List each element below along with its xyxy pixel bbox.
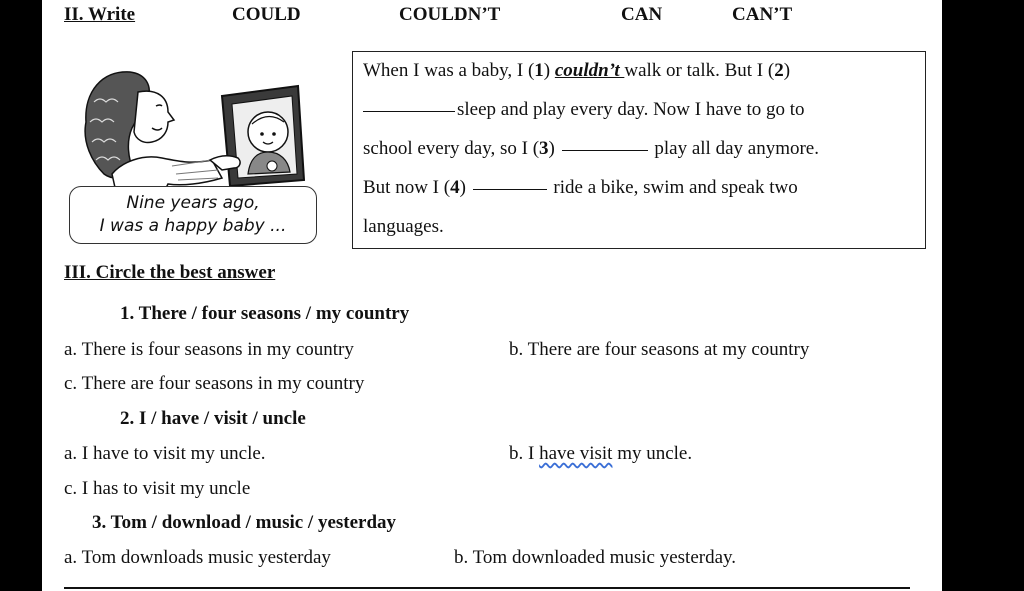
answer-blank-4[interactable]	[473, 188, 547, 190]
section-3-title: III. Circle the best answer	[64, 262, 276, 283]
question-3: 3. Tom / download / music / yesterday	[92, 512, 397, 533]
passage-text: school every day, so I (	[363, 138, 540, 159]
option-1a[interactable]: a. There is four seasons in my country	[64, 339, 354, 360]
passage-line-3	[363, 138, 819, 160]
option-1b[interactable]: b. There are four seasons at my country	[509, 339, 810, 360]
caption-line-2: I was a happy baby ...	[99, 216, 287, 236]
illustration-caption	[69, 186, 317, 244]
answer-blank-3[interactable]	[562, 149, 648, 151]
passage-text: But now I (	[363, 177, 451, 198]
word-couldnt: COULDN’T	[399, 4, 501, 25]
blank-number-4: 4	[450, 177, 460, 198]
passage-text: play all day anymore.	[654, 138, 819, 159]
option-2b-text: b. I	[509, 443, 540, 464]
passage-text: ride a bike, swim and speak two	[553, 177, 798, 198]
passage-text: )	[459, 177, 466, 198]
blank-number-1: 1	[534, 60, 544, 81]
option-1c[interactable]: c. There are four seasons in my country	[64, 373, 365, 394]
blank-number-2: 2	[774, 60, 784, 81]
passage-text: )	[543, 60, 555, 81]
passage-line-2	[363, 99, 805, 121]
passage-line-4	[363, 177, 798, 199]
option-2c[interactable]: c. I has to visit my uncle	[64, 478, 251, 499]
option-2a[interactable]: a. I have to visit my uncle.	[64, 443, 266, 464]
passage-box	[352, 51, 926, 249]
passage-line-5: languages.	[363, 216, 444, 237]
question-1: 1. There / four seasons / my country	[120, 303, 410, 324]
mother-holding-baby-photo-illustration	[72, 62, 317, 192]
blank-number-3: 3	[539, 138, 549, 159]
passage-text: )	[548, 138, 555, 159]
passage-line-1	[363, 60, 790, 82]
option-3b[interactable]: b. Tom downloaded music yesterday.	[454, 547, 737, 568]
section-2-title: II. Write	[64, 4, 136, 25]
option-3a[interactable]: a. Tom downloads music yesterday	[64, 547, 331, 568]
answer-blank-2[interactable]	[363, 110, 455, 112]
option-2b-text: my uncle.	[612, 443, 693, 464]
option-2b[interactable]	[509, 443, 692, 465]
passage-text: walk or talk. But I (	[624, 60, 775, 81]
spellcheck-underlined-text: have visit	[539, 443, 613, 464]
question-2: 2. I / have / visit / uncle	[120, 408, 306, 429]
passage-text: sleep and play every day. Now I have to go to	[457, 99, 805, 120]
worksheet-page	[42, 0, 942, 591]
passage-text: )	[783, 60, 791, 81]
bottom-divider	[64, 587, 910, 589]
example-answer: couldn’t	[554, 60, 625, 81]
caption-line-1: Nine years ago,	[126, 193, 260, 213]
passage-text: When I was a baby, I (	[363, 60, 535, 81]
word-can: CAN	[621, 4, 663, 25]
word-cant: CAN’T	[732, 4, 793, 25]
word-could: COULD	[232, 4, 301, 25]
